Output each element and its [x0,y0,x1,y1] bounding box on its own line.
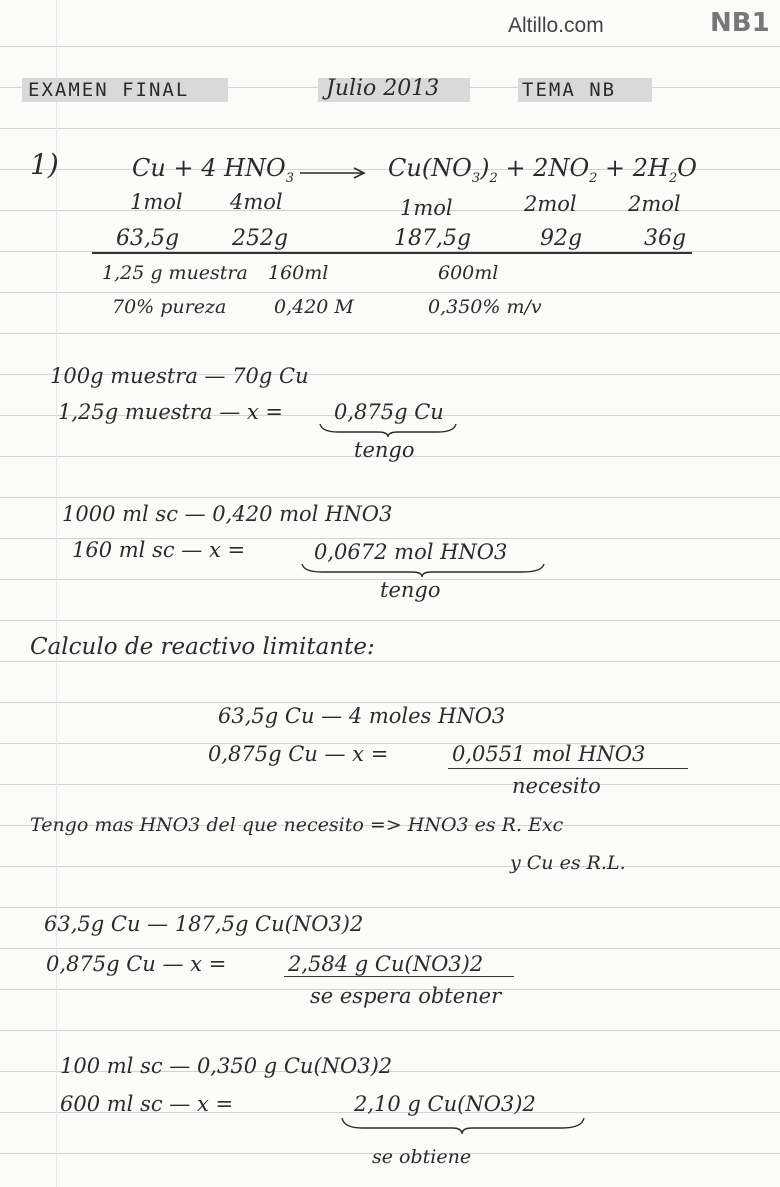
mass-cuno3: 187,5g [394,226,472,251]
limiting-note: necesito [512,774,601,798]
step4-line2: 600 ml sc — x = [60,1092,234,1116]
step2-line2: 160 ml sc — x = [72,538,246,562]
step3-line1: 63,5g Cu — 187,5g Cu(NO3)2 [44,912,364,936]
mass-cu: 63,5g [116,226,180,251]
mass-h2o: 36g [644,226,687,251]
limiting-line2: 0,875g Cu — x = [208,742,389,766]
step3-underline [284,976,514,977]
step4-brace [340,1116,586,1136]
limiting-result: 0,0551 mol HNO3 [452,742,646,766]
step1-note: tengo [354,438,415,462]
moles-hno3: 4mol [230,190,283,214]
limiting-title: Calculo de reactivo limitante: [30,634,375,660]
exam-date: Julio 2013 [326,76,440,101]
step2-result: 0,0672 mol HNO3 [314,540,508,564]
data-sample: 1,25 g muestra [102,262,248,284]
data-volume-hno3: 160ml [268,262,329,284]
step4-line1: 100 ml sc — 0,350 g Cu(NO3)2 [60,1054,393,1078]
limiting-conclusion-2: y Cu es R.L. [510,852,626,874]
step3-note: se espera obtener [310,984,502,1008]
data-volume-solution: 600ml [438,262,499,284]
moles-no2: 2mol [524,192,577,216]
mass-hno3: 252g [232,226,289,251]
step2-note: tengo [380,578,441,602]
moles-cu: 1mol [130,190,183,214]
step3-result: 2,584 g Cu(NO3)2 [288,952,484,976]
data-molarity: 0,420 M [274,296,354,318]
step2-brace [300,562,546,578]
step4-result: 2,10 g Cu(NO3)2 [354,1092,536,1116]
step1-line2: 1,25g muestra — x = [58,400,283,424]
step1-brace [318,422,458,438]
data-concentration: 0,350% m/v [428,296,542,318]
limiting-conclusion-1: Tengo mas HNO3 del que necesito => HNO3 es R. Exc [30,814,564,836]
exam-title: EXAMEN FINAL [28,79,190,101]
exam-tema: TEMA NB [522,79,617,101]
step2-line1: 1000 ml sc — 0,420 mol HNO3 [62,502,393,526]
step1-result: 0,875g Cu [334,400,444,424]
exam-code: NB1 [710,8,770,38]
limiting-underline [448,768,688,769]
step1-line1: 100g muestra — 70g Cu [50,364,309,388]
masses-underline [92,252,692,254]
step3-line2: 0,875g Cu — x = [46,952,227,976]
reaction-arrow [300,166,368,180]
watermark: Altillo.com [508,14,604,37]
mass-no2: 92g [540,226,583,251]
problem-number: 1) [30,148,59,181]
moles-h2o: 2mol [628,192,681,216]
data-purity: 70% pureza [112,296,227,318]
limiting-line1: 63,5g Cu — 4 moles HNO3 [218,704,506,728]
step4-note: se obtiene [372,1146,472,1168]
reactants: Cu + 4 $HNO_3$ [132,154,294,186]
moles-cuno3: 1mol [400,196,453,220]
products: $Cu(NO_3)_2 + 2NO_2 + 2H_2O$ [388,154,697,186]
